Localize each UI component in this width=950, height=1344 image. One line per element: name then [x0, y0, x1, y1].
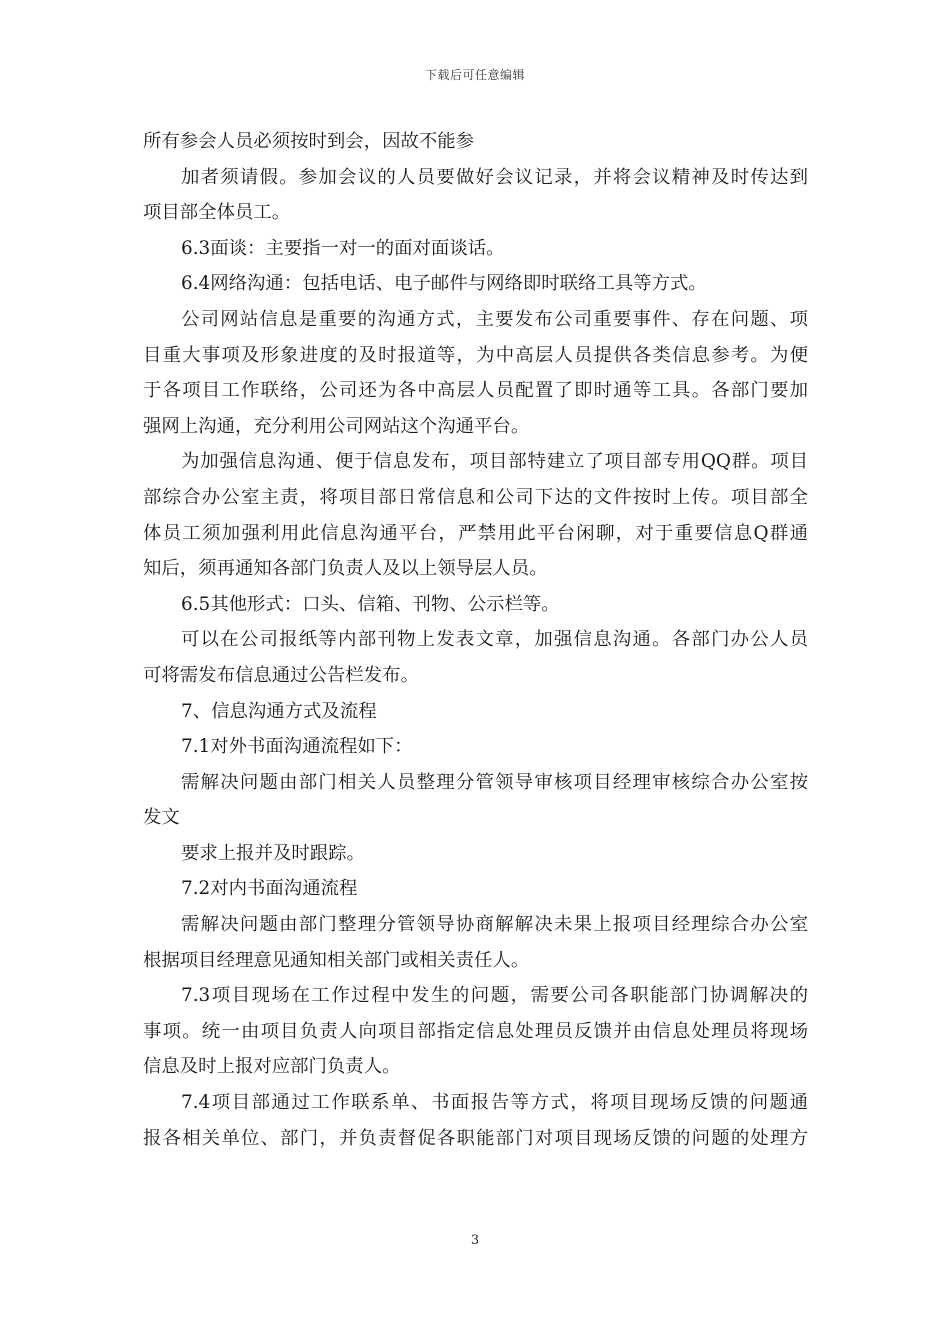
- body-line: 7、信息沟通方式及流程: [181, 700, 377, 722]
- body-line: 部综合办公室主责，将项目部日常信息和公司下达的文件按时上传。项目部全: [143, 486, 808, 508]
- body-line: 事项。统一由项目负责人向项目部指定信息处理员反馈并由信息处理员将现场: [143, 1020, 808, 1042]
- body-line: 要求上报并及时跟踪。: [181, 842, 365, 864]
- body-line: 需解决问题由部门整理分管领导协商解解决未果上报项目经理综合办公室: [181, 914, 808, 936]
- document-body: [143, 124, 808, 1156]
- body-line: 6.5其他形式：口头、信箱、刊物、公示栏等。: [181, 593, 560, 615]
- body-line: 6.4网络沟通：包括电话、电子邮件与网络即时联络工具等方式。: [181, 273, 707, 295]
- body-line: 目重大事项及形象进度的及时报道等，为中高层人员提供各类信息参考。为便: [143, 344, 808, 366]
- body-line: 7.2对内书面沟通流程: [181, 878, 358, 900]
- page-header: 下载后可任意编辑: [424, 68, 525, 82]
- body-line: 于各项目工作联络，公司还为各中高层人员配置了即时通等工具。各部门要加: [143, 380, 808, 402]
- body-line: 强网上沟通，充分利用公司网站这个沟通平台。: [143, 415, 530, 437]
- body-line: 知后，须再通知各部门负责人及以上领导层人员。: [143, 558, 548, 580]
- body-line: 公司网站信息是重要的沟通方式，主要发布公司重要事件、存在问题、项: [181, 308, 808, 330]
- body-line: 可将需发布信息通过公告栏发布。: [143, 664, 419, 686]
- body-line: 发文: [143, 807, 180, 829]
- page-number: 3: [470, 1233, 480, 1248]
- body-line: 所有参会人员必须按时到会，因故不能参: [143, 131, 475, 152]
- body-line: 为加强信息沟通、便于信息发布，项目部特建立了项目部专用QQ群。项目: [181, 451, 808, 473]
- body-line: 6.3面谈：主要指一对一的面对面谈话。: [181, 237, 505, 259]
- body-line: 7.4项目部通过工作联系单、书面报告等方式，将项目现场反馈的问题通: [181, 1092, 808, 1114]
- body-line: 7.1对外书面沟通流程如下：: [181, 736, 413, 758]
- body-line: 体员工须加强利用此信息沟通平台，严禁用此平台闲聊，对于重要信息Q群通: [143, 522, 808, 544]
- body-line: 7.3项目现场在工作过程中发生的问题，需要公司各职能部门协调解决的: [181, 985, 808, 1007]
- body-line: 根据项目经理意见通知相关部门或相关责任人。: [143, 949, 530, 971]
- body-line: 报各相关单位、部门，并负责督促各职能部门对项目现场反馈的问题的处理方: [143, 1127, 808, 1149]
- body-line: 信息及时上报对应部门负责人。: [143, 1056, 401, 1078]
- body-line: 项目部全体员工。: [143, 202, 291, 224]
- body-line: 可以在公司报纸等内部刊物上发表文章，加强信息沟通。各部门办公人员: [181, 629, 808, 651]
- body-line: 加者须请假。参加会议的人员要做好会议记录，并将会议精神及时传达到: [181, 166, 808, 188]
- body-line: 需解决问题由部门相关人员整理分管领导审核项目经理审核综合办公室按: [181, 771, 808, 793]
